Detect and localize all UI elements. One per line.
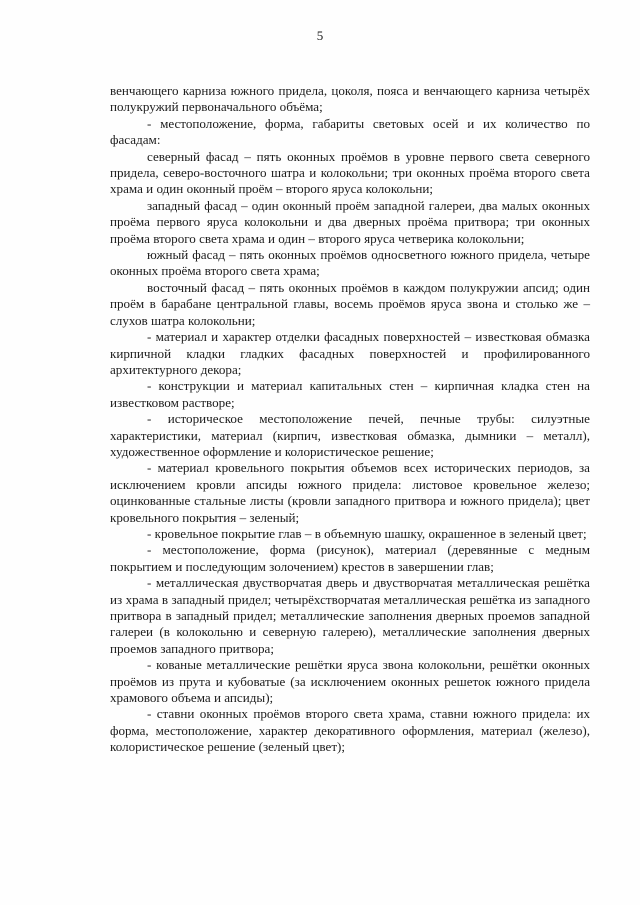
paragraph: восточный фасад – пять оконных проёмов в каждом полукружии апсид; один проём в барабане центральной главы, восемь проёмов яруса звона и столько же – слухов шатра колокольни; — [110, 279, 590, 328]
paragraph: - ставни оконных проёмов второго света храма, ставни южного придела: их форма, местоположение, характер декоративного оформления, материал (железо), колористическое решение (зеленый цвет); — [110, 706, 590, 755]
paragraph: западный фасад – один оконный проём западной галереи, два малых оконных проёма первого яруса колокольни и два дверных проёма притвора; три оконных проёма второго света храма и один – второго яруса четверика колокольни; — [110, 197, 590, 246]
paragraph: - конструкции и материал капитальных стен – кирпичная кладка стен на известковом растворе; — [110, 378, 590, 410]
paragraph: - историческое местоположение печей, печные трубы: силуэтные характеристики, материал (кирпич, известковая обмазка, дымники – металл), художественное оформление и колористическое решение; — [110, 411, 590, 459]
paragraph: венчающего карниза южного придела, цоколя, пояса и венчающего карниза четырёх полукружий первоначального объёма; — [110, 83, 590, 115]
page-number: 5 — [316, 28, 324, 43]
paragraph: - материал и характер отделки фасадных поверхностей – известковая обмазка кирпичной кладки гладких фасадных поверхностей и профилированного архитектурного декора; — [110, 329, 590, 377]
paragraph: - местоположение, форма, габариты световых осей и их количество по фасадам: — [110, 115, 590, 148]
paragraph: северный фасад – пять оконных проёмов в уровне первого света северного придела, северо-восточного шатра и колокольни; три оконных проёма второго света храма и один оконный проём – второго яруса колокольни; — [110, 148, 590, 197]
paragraph: - местоположение, форма (рисунок), материал (деревянные с медным покрытием и последующим золочением) крестов в завершении глав; — [110, 542, 590, 574]
paragraph: южный фасад – пять оконных проёмов односветного южного придела, четыре оконных проёма второго света храма; — [110, 247, 590, 279]
paragraph: - кованые металлические решётки яруса звона колокольни, решётки оконных проёмов из прута и кубоватые (за исключением оконных решеток южного придела храмового объема и апсиды); — [110, 657, 590, 706]
paragraph: - кровельное покрытие глав – в объемную шашку, окрашенное в зеленый цвет; — [147, 525, 587, 541]
paragraph: - металлическая двустворчатая дверь и двустворчатая металлическая решётка из храма в западный придел; четырёхстворчатая металлическая решётка из западного притвора в западный придел; металлические заполнения дверных проемов западной галереи (в колокольню и северную галерею), металлические заполнения дверных проемов западного притвора; — [110, 575, 590, 656]
paragraph: - материал кровельного покрытия объемов всех исторических периодов, за исключением кровли апсиды южного придела: листовое кровельное железо; оцинкованные стальные листы (кровли западного притвора и южного придела); цвет кровельного покрытия – зеленый; — [110, 460, 590, 525]
document-body — [110, 83, 590, 756]
